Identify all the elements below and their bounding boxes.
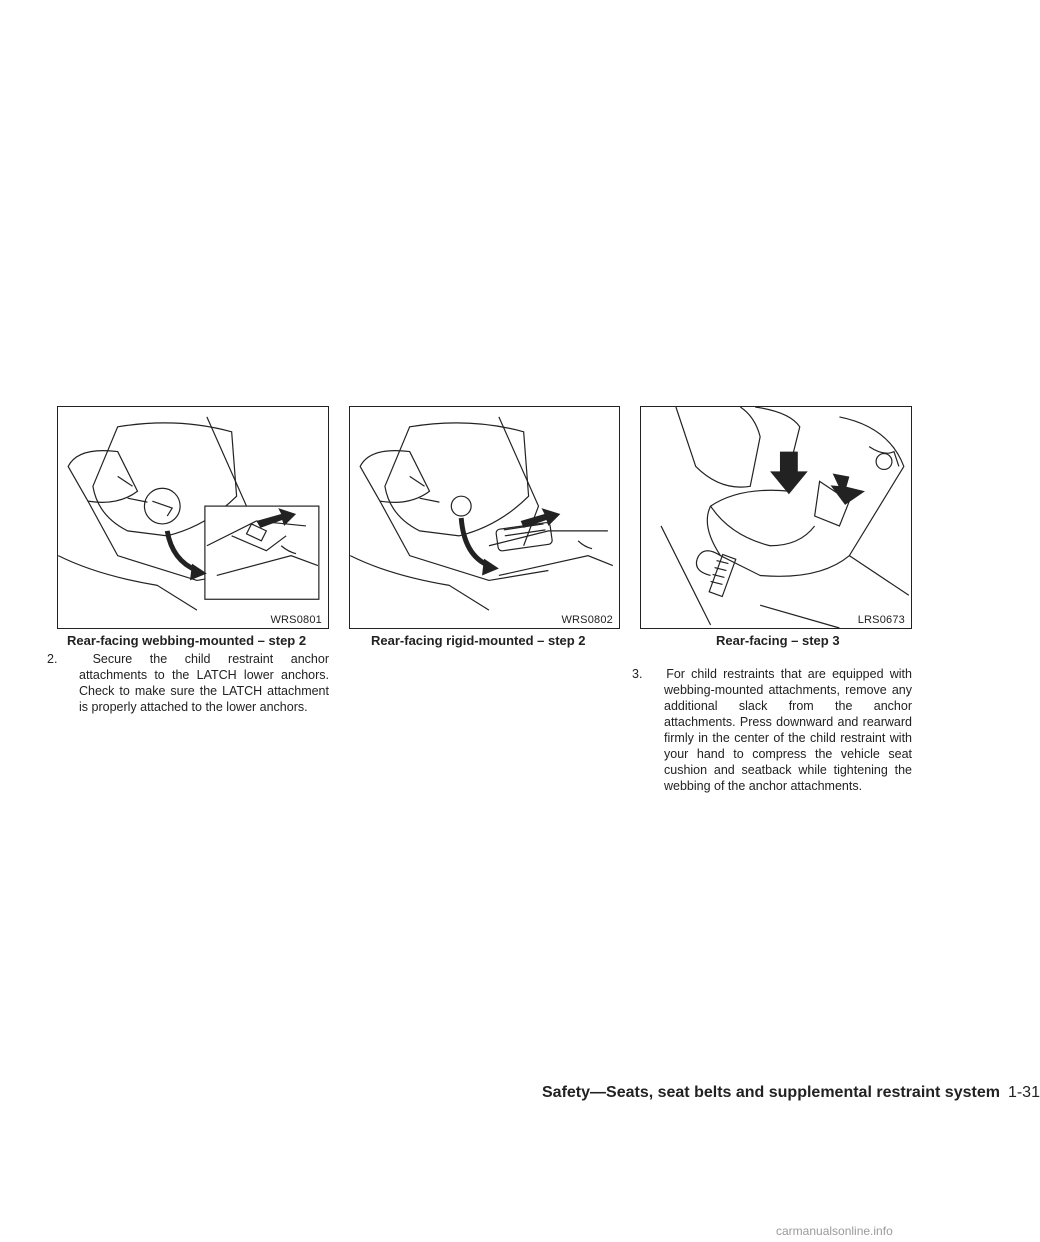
hand-pressing-seat-illustration bbox=[641, 407, 911, 628]
figure-code: WRS0802 bbox=[561, 614, 613, 626]
watermark: carmanualsonline.info bbox=[776, 1224, 893, 1238]
page-number: 1-31 bbox=[1007, 1084, 1040, 1101]
child-seat-rigid-illustration bbox=[350, 407, 619, 628]
figure-webbing-mounted bbox=[57, 406, 329, 629]
step-text: For child restraints that are equipped with webbing-mounted attachments, remove any additional slack from the anchor attachments. Press downward and rearward firmly in the center of the child restraint with your hand to compress the vehicle seat cushion and seatback while tightening the webbing of the anchor attachments. bbox=[664, 667, 912, 793]
step-number: 3. bbox=[632, 667, 643, 681]
figure-code: LRS0673 bbox=[857, 614, 905, 626]
figure-caption: Rear-facing – step 3 bbox=[716, 633, 840, 648]
figure-step3 bbox=[640, 406, 912, 629]
step-number: 2. bbox=[47, 652, 58, 666]
child-seat-webbing-illustration bbox=[58, 407, 328, 628]
figure-code: WRS0801 bbox=[270, 614, 322, 626]
page-footer bbox=[542, 1084, 1040, 1102]
figure-caption: Rear-facing rigid-mounted – step 2 bbox=[371, 633, 586, 648]
figure-caption: Rear-facing webbing-mounted – step 2 bbox=[67, 633, 307, 648]
step-3-instruction bbox=[632, 666, 912, 794]
step-text: Secure the child restraint anchor attachments to the LATCH lower anchors. Check to make sure the LATCH attachment is properly attached to the lower anchors. bbox=[79, 652, 329, 714]
section-title: Safety—Seats, seat belts and supplemental restraint system bbox=[542, 1084, 1000, 1101]
figure-rigid-mounted bbox=[349, 406, 620, 629]
step-2-instruction bbox=[47, 651, 329, 715]
